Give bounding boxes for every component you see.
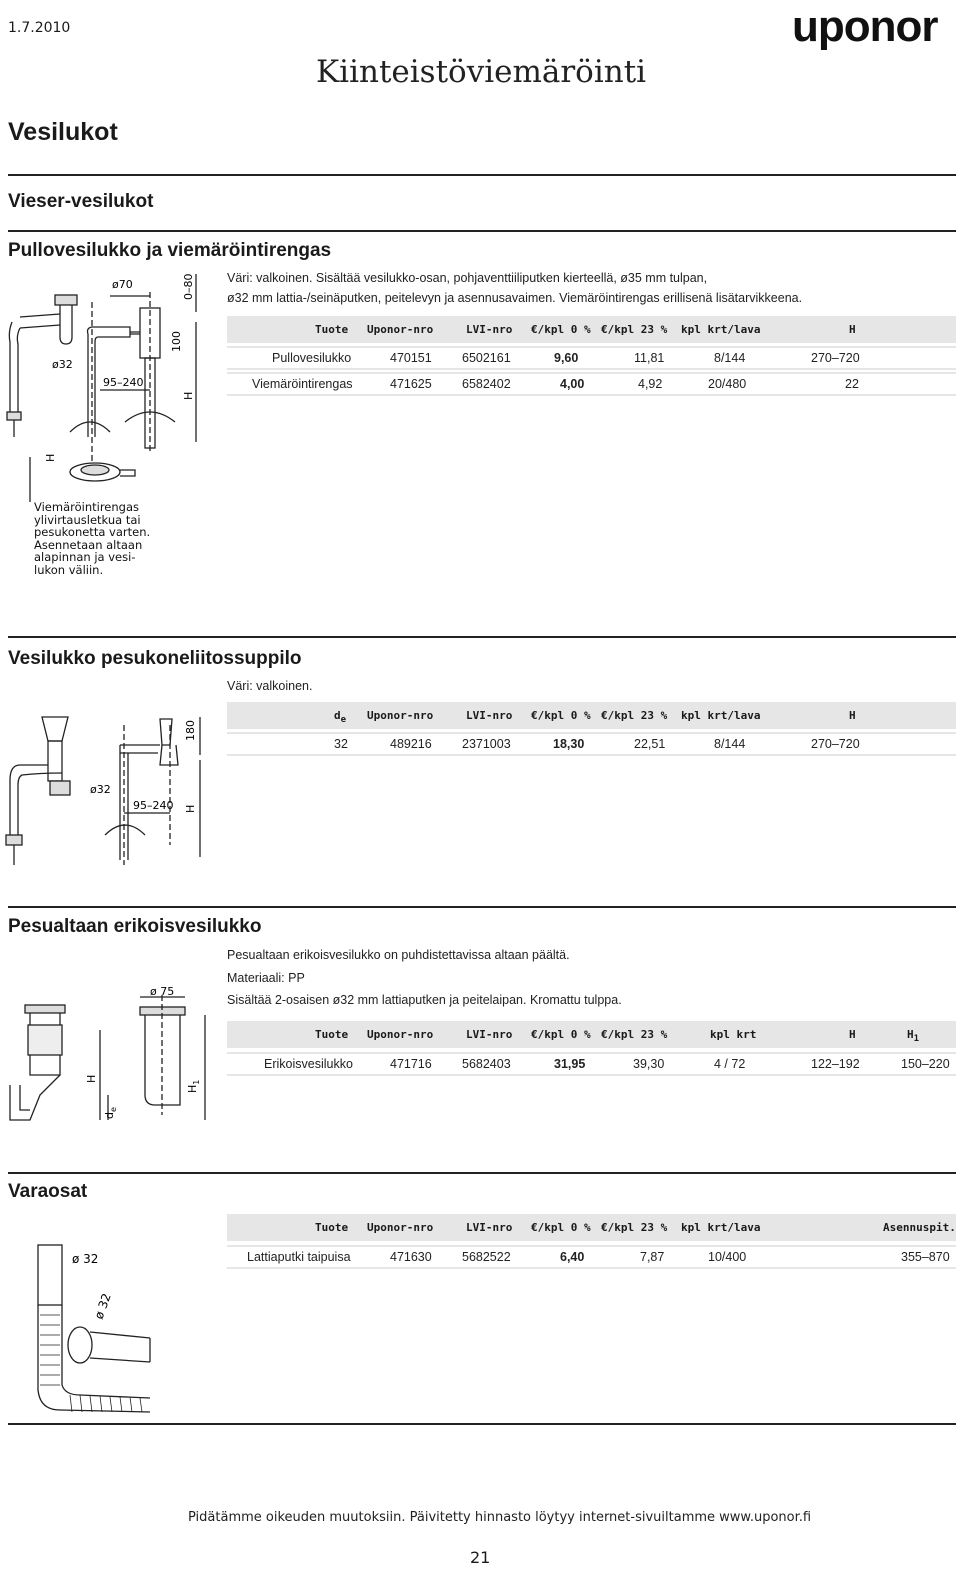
pullo-table-header: Tuote Uponor-nro LVI-nro €/kpl 0 % €/kpl 23 % kpl krt/lava H [227,316,956,343]
dim-180: 180 [184,720,197,741]
divider [8,906,956,908]
section-title-pullovesilukko: Pullovesilukko ja viemäröintirengas [8,240,332,261]
dim-d32-b: ø 32 [91,1291,114,1322]
table-row: Viemäröintirengas 471625 6582402 4,00 4,92 20/480 22 [227,372,956,396]
uponor-logo: uponor [792,2,938,51]
section-title-vieser: Vieser-vesilukot [8,191,154,212]
divider [8,1172,956,1174]
dim-d70: ø70 [112,278,133,291]
erikois-description: Pesualtaan erikoisvesilukko on puhdistettavissa altaan päältä. Materiaali: PP Sisältää 2-osaisen ø32 mm lattiaputken ja peitelaipan. Kromattu tulppa. [227,948,622,1007]
pesukone-description: Väri: valkoinen. [227,679,313,693]
dim-de: $d_e$ [103,1107,118,1119]
divider [8,636,956,638]
dim-H-ring: H [44,453,57,462]
section-title-varaosat: Varaosat [8,1181,88,1202]
pullo-description: Väri: valkoinen. Sisältää vesilukko-osan, pohjaventtiiliputken kierteellä, ø35 mm tulpan, ø32 mm lattia-/seinäputken, peitelevyn ja asennusavaimen. Viemäröintirengas erillisenä lisätarvikkeena. [227,271,803,305]
dim-H: H [182,391,195,400]
footer-text: Pidätämme oikeuden muutoksiin. Päivitetty hinnasto löytyy internet-sivuiltamme www.uponor.fi [188,1510,812,1525]
erikois-table-header: Tuote Uponor-nro LVI-nro €/kpl 0 % €/kpl 23 % kpl krt H $H_1$ [227,1021,956,1048]
divider [8,174,956,176]
dim-H: H [184,804,197,813]
table-row: Erikoisvesilukko 471716 5682403 31,95 39,30 4 / 72 122–192 150–220 [227,1052,956,1076]
table-row: Lattiaputki taipuisa 471630 5682522 6,40 7,87 10/400 355–870 [227,1245,956,1269]
dim-95-240: 95–240 [103,376,144,389]
varaosat-table-header: Tuote Uponor-nro LVI-nro €/kpl 0 % €/kpl 23 % kpl krt/lava Asennuspit. [227,1214,956,1241]
pesukone-table-header: $d_e$ Uponor-nro LVI-nro €/kpl 0 % €/kpl 23 % kpl krt/lava H [227,702,956,729]
dim-d75: ø 75 [150,985,175,998]
document-title: Kiinteistöviemäröinti [316,54,647,90]
dim-d32: ø32 [90,783,111,796]
dim-d32-a: ø 32 [72,1252,99,1266]
divider [8,1423,956,1425]
dim-d32: ø32 [52,358,73,371]
dim-100: 100 [170,331,183,352]
dim-H1: $H_1$ [186,1079,201,1093]
table-row: 32 489216 2371003 18,30 22,51 8/144 270–720 [227,732,956,756]
dim-0-80: 0–80 [182,273,195,300]
lattiaputki-drawing [0,1240,215,1420]
pesukone-drawing [0,705,215,870]
divider [8,230,956,232]
erikois-drawing [0,975,215,1130]
section-title-erikois: Pesualtaan erikoisvesilukko [8,916,262,937]
page-number: 21 [470,1548,491,1567]
section-title-pesukone: Vesilukko pesukoneliitossuppilo [8,648,302,669]
page-title: Vesilukot [8,118,118,146]
dim-H: H [85,1074,98,1083]
table-row: Pullovesilukko 470151 6502161 9,60 11,81 8/144 270–720 [227,346,956,370]
document-date: 1.7.2010 [8,20,71,36]
dim-95-240: 95–240 [133,799,174,812]
viemarointirengas-note: Viemäröintirengas ylivirtausletkua tai pesukonetta varten. Asennetaan altaan alapinnan ja vesi- lukon väliin. [34,500,151,577]
